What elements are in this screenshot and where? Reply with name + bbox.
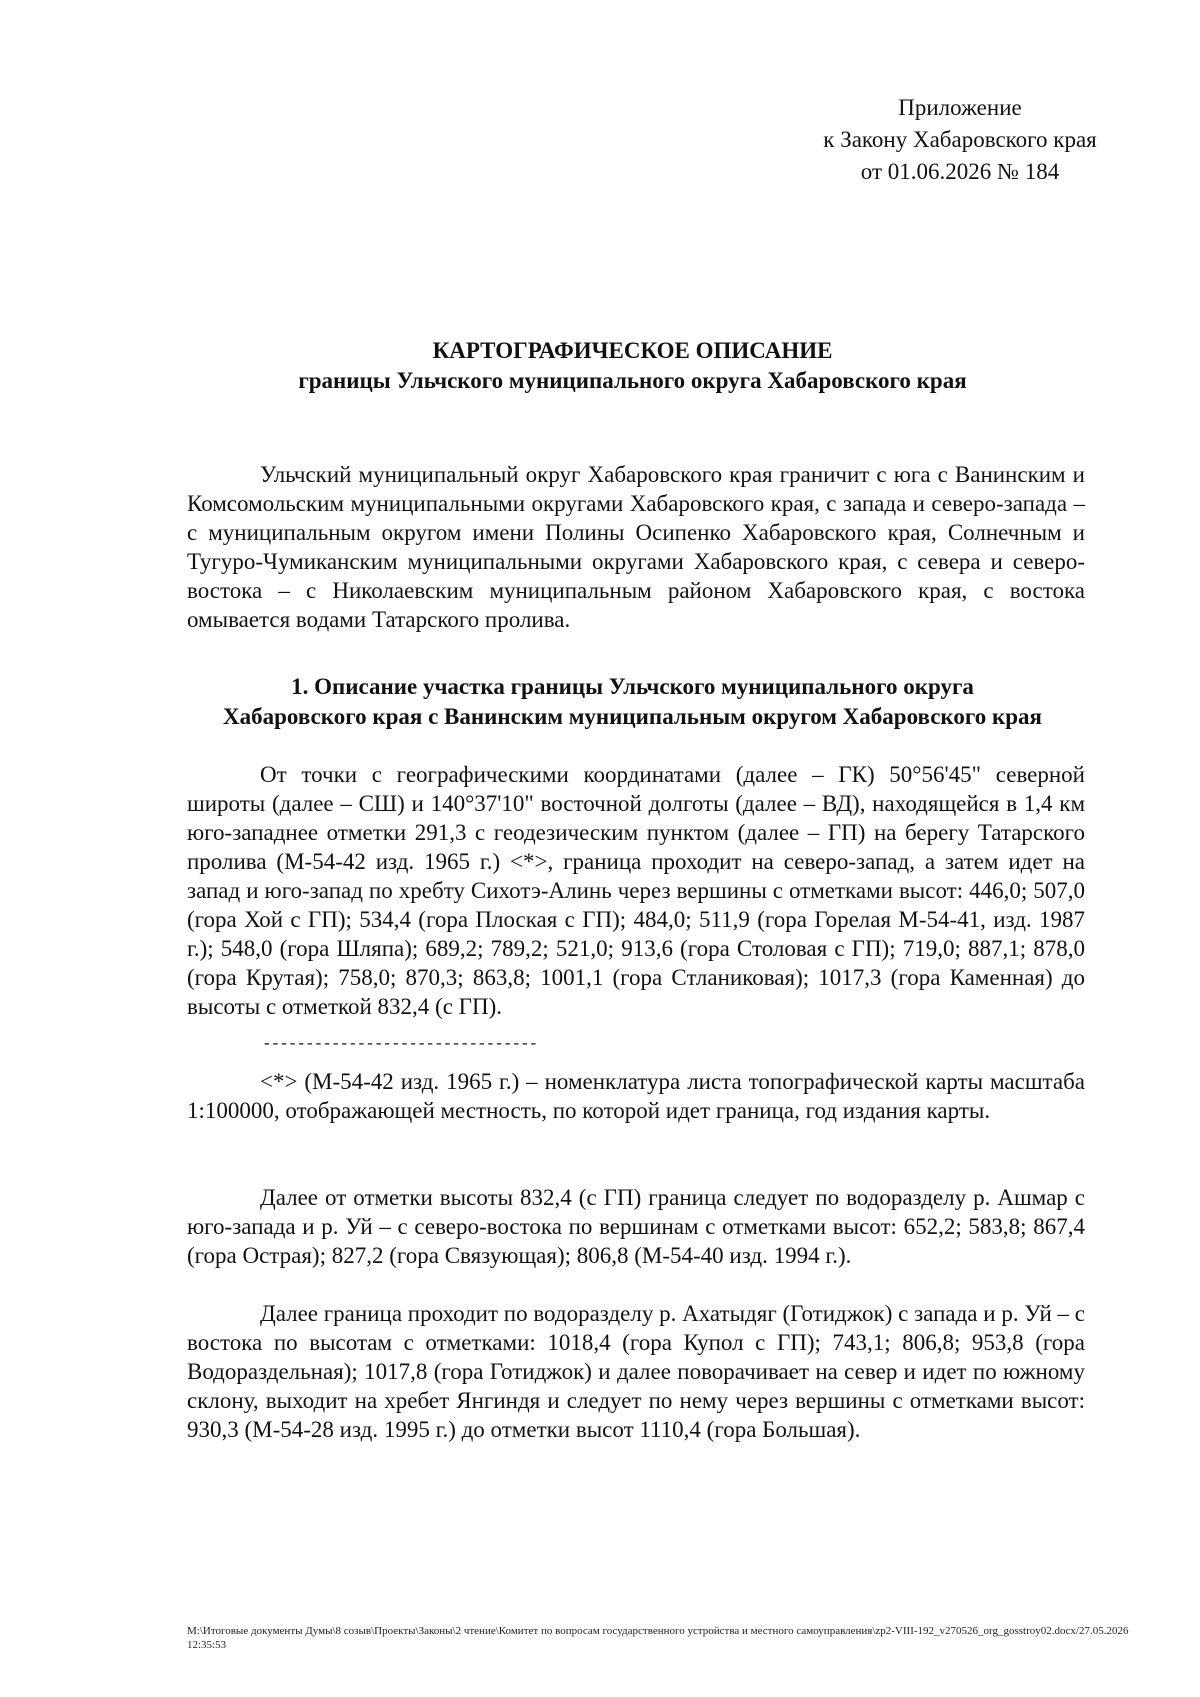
footnote-text: <*> (М-54-42 изд. 1965 г.) – номенклатура листа топографической карты масштаба 1:100000, отображающей местность, по которой идет граница, год издания карты. (187, 1069, 1085, 1123)
section-1-paragraph-2-block (187, 1183, 1085, 1270)
appendix-label: Приложение (898, 95, 1022, 120)
document-title (180, 336, 1085, 396)
section-1-heading-line-2: Хабаровского края с Ванинским муниципальным округом Хабаровского края (223, 704, 1042, 729)
appendix-date-number: от 01.06.2026 № 184 (860, 159, 1060, 184)
intro-paragraph-block (187, 460, 1085, 634)
footnote-separator: -------------------------------- (262, 1035, 538, 1053)
appendix-header (780, 92, 1140, 188)
section-1-heading-line-1: 1. Описание участка границы Ульчского муниципального округа (291, 674, 974, 699)
section-1-paragraph-3-block (187, 1299, 1085, 1444)
footer-file-path: M:\Итоговые документы Думы\8 созыв\Проекты\Законы\2 чтение\Комитет по вопросам государственного устройства и местного самоуправления\zp2-VIII-192_v270526_org_gosstroy02.docx/27.05.2026 12:35:53 (187, 1625, 1129, 1651)
intro-paragraph: Ульчский муниципальный округ Хабаровского края граничит с юга с Ванинским и Комсомольским муниципальными округами Хабаровского края, с запада и северо-запада – с муниципальным округом имени Полины Осипенко Хабаровского края, Солнечным и Тугуро-Чумиканским муниципальными округами Хабаровского края, с севера и северо-востока – с Николаевским муниципальным районом Хабаровского края, с востока омывается водами Татарского пролива. (187, 462, 1085, 632)
title-main: КАРТОГРАФИЧЕСКОЕ ОПИСАНИЕ (432, 338, 833, 363)
appendix-law-reference: к Закону Хабаровского края (823, 127, 1097, 152)
footnote-block (187, 1067, 1085, 1125)
section-1-paragraph-2: Далее от отметки высоты 832,4 (с ГП) граница следует по водоразделу р. Ашмар с юго-запада и р. Уй – с северо-востока по вершинам с отметками высот: 652,2; 583,8; 867,4 (гора Острая); 827,2 (гора Связующая); 806,8 (М-54-40 изд. 1994 г.). (187, 1185, 1085, 1268)
title-sub: границы Ульчского муниципального округа Хабаровского края (298, 368, 967, 393)
section-1-paragraph-1: От точки с географическими координатами (далее – ГК) 50°56'45" северной широты (далее – СШ) и 140°37'10" восточной долготы (далее – ВД), находящейся в 1,4 км юго-западнее отметки 291,3 с геодезическим пунктом (далее – ГП) на берегу Татарского пролива (М-54-42 изд. 1965 г.) <*>, граница проходит на северо-запад, а затем идет на запад и юго-запад по хребту Сихотэ-Алинь через вершины с отметками высот: 446,0; 507,0 (гора Хой с ГП); 534,4 (гора Плоская с ГП); 484,0; 511,9 (гора Горелая М-54-41, изд. 1987 г.); 548,0 (гора Шляпа); 689,2; 789,2; 521,0; 913,6 (гора Столовая с ГП); 719,0; 887,1; 878,0 (гора Крутая); 758,0; 870,3; 863,8; 1001,1 (гора Стланиковая); 1017,3 (гора Каменная) до высоты с отметкой 832,4 (с ГП). (187, 762, 1085, 1019)
section-1-heading (180, 672, 1085, 732)
section-1-paragraph-1-block (187, 760, 1085, 1021)
section-1-paragraph-3: Далее граница проходит по водоразделу р. Ахатыдяг (Готиджок) с запада и р. Уй – с востока по высотам с отметками: 1018,4 (гора Купол с ГП); 743,1; 806,8; 953,8 (гора Водораздельная); 1017,8 (гора Готиджок) и далее поворачивает на север и идет по южному склону, выходит на хребет Янгиндя и следует по нему через вершины с отметками высот: 930,3 (М-54-28 изд. 1995 г.) до отметки высот 1110,4 (гора Большая). (187, 1301, 1085, 1442)
